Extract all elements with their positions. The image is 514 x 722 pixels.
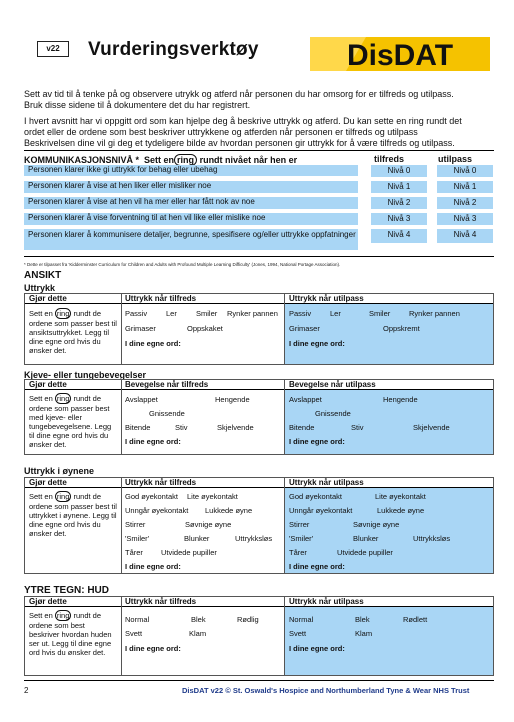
own-words-label: I dine egne ord: — [125, 437, 181, 446]
word[interactable]: Stiv — [175, 423, 188, 432]
word[interactable]: Normal — [289, 615, 314, 624]
section-heading-ansikt: ANSIKT — [24, 270, 62, 281]
word[interactable]: Lukkede øyne — [205, 506, 253, 515]
word[interactable]: Klam — [355, 629, 373, 638]
col-uttrykk-tilfreds: Uttrykk når tilfreds — [125, 478, 197, 487]
word[interactable]: Avslappet — [289, 395, 322, 404]
level-utilpass[interactable]: Nivå 2 — [437, 197, 493, 209]
word[interactable]: Rynker pannen — [409, 309, 460, 318]
page-number: 2 — [24, 686, 29, 695]
word[interactable]: Oppskaket — [187, 324, 223, 333]
col-gjor-dette: Gjør dette — [29, 294, 67, 303]
word[interactable]: Rynker pannen — [227, 309, 278, 318]
word[interactable]: Lite øyekontakt — [187, 492, 238, 501]
col-uttrykk-tilfreds: Uttrykk når tilfreds — [125, 294, 197, 303]
word[interactable]: Skjelvende — [413, 423, 450, 432]
own-words-label: I dine egne ord: — [125, 562, 181, 571]
own-words-label: I dine egne ord: — [125, 644, 181, 653]
col-tilfreds: tilfreds — [374, 154, 405, 164]
word[interactable]: Bitende — [289, 423, 315, 432]
word[interactable]: Oppskremt — [383, 324, 420, 333]
word[interactable]: Unngår øyekontakt — [289, 506, 353, 515]
word[interactable]: Ler — [330, 309, 341, 318]
word[interactable]: Rødlig — [237, 615, 259, 624]
instruction-text: Sett en ring rundt de ordene som best beskriver hvordan huden ser ut. Legg til dine egne ord hvis du ønsker det. — [29, 611, 112, 657]
level-tilfreds[interactable]: Nivå 3 — [371, 213, 427, 225]
word[interactable]: Stiv — [351, 423, 364, 432]
level-row: Personen klarer å kommunisere detaljer, begrunne, spesifisere og/eller uttrykke oppfatninger — [24, 229, 358, 250]
col-uttrykk-utilpass: Uttrykk når utilpass — [289, 597, 364, 606]
level-tilfreds[interactable]: Nivå 2 — [371, 197, 427, 209]
version-box: v22 — [37, 41, 69, 57]
intro-line-2: Bruk disse sidene til å dokumentere det du har registrert. — [24, 100, 251, 110]
word[interactable]: Skjelvende — [217, 423, 254, 432]
word[interactable]: Gnissende — [149, 409, 185, 418]
word[interactable]: Uttrykksløs — [235, 534, 273, 543]
level-tilfreds[interactable]: Nivå 0 — [371, 165, 427, 177]
word[interactable]: Blunker — [353, 534, 379, 543]
footer-divider — [24, 680, 494, 681]
divider — [24, 256, 494, 257]
word[interactable]: Hengende — [215, 395, 250, 404]
subsection-kjeve: Kjeve- eller tungebevegelser — [24, 370, 147, 380]
instruction-text: Sett en ring rundt de ordene som passer best til uttrykket i øynene. Legg til dine egne ord hvis du ønsker det. — [29, 492, 117, 538]
level-utilpass[interactable]: Nivå 1 — [437, 181, 493, 193]
word[interactable]: Søvnige øyne — [353, 520, 400, 529]
table-hud — [24, 596, 494, 676]
level-row: Personen klarer å vise at hen liker eller misliker noe — [24, 181, 358, 193]
divider — [24, 150, 494, 151]
col-gjor-dette: Gjør dette — [29, 597, 67, 606]
intro-line-1: Sett av tid til å tenke på og observere utrykk og atferd når personen du har omsorg for er tilfreds og utilpass. — [24, 89, 454, 99]
word[interactable]: Stirrer — [289, 520, 310, 529]
word[interactable]: Tårer — [125, 548, 143, 557]
word[interactable]: Normal — [125, 615, 150, 624]
table-ansikt — [24, 293, 494, 365]
word[interactable]: Lukkede øyne — [377, 506, 425, 515]
word[interactable]: Hengende — [383, 395, 418, 404]
own-words-label: I dine egne ord: — [289, 339, 345, 348]
instruction-text: Sett en ring rundt de ordene som passer best til ansiktsuttrykket. Legg til dine egne ord hvis du ønsker det. — [29, 309, 117, 355]
word[interactable]: Grimaser — [289, 324, 320, 333]
word[interactable]: Lite øyekontakt — [375, 492, 426, 501]
level-row: Personen klarer ikke gi uttrykk for behag eller ubehag — [24, 165, 358, 176]
word[interactable]: Avslappet — [125, 395, 158, 404]
word[interactable]: Bitende — [125, 423, 151, 432]
col-bevegelse-tilfreds: Bevegelse når tilfreds — [125, 380, 209, 389]
level-tilfreds[interactable]: Nivå 1 — [371, 181, 427, 193]
word[interactable]: Gnissende — [315, 409, 351, 418]
instruction-text: Sett en ring rundt de ordene som passer best med kjeve- eller tungebevegelsene. Legg til dine egne ord hvis du ønsker det. — [29, 394, 112, 449]
communication-heading: KOMMUNIKASJONSNIVÅ * Sett en ring rundt nivået når hen er — [24, 155, 298, 165]
word[interactable]: Utvidede pupiller — [161, 548, 217, 557]
word[interactable]: 'Smiler' — [289, 534, 314, 543]
word[interactable]: Unngår øyekontakt — [125, 506, 189, 515]
footer-credit: DisDAT v22 © St. Oswald's Hospice and Northumberland Tyne & Wear NHS Trust — [182, 686, 470, 695]
col-uttrykk-utilpass: Uttrykk når utilpass — [289, 478, 364, 487]
word[interactable]: Grimaser — [125, 324, 156, 333]
word[interactable]: Rødlett — [403, 615, 428, 624]
subsection-oyne: Uttrykk i øynene — [24, 466, 95, 476]
footnote: * Dette er tilpasset fra 'Kidderminster Curriculum for Children and Adults with Profound Multiple Learning Difficulty' (Jones, 1994, National Portage Association). — [24, 262, 341, 267]
disdat-logo — [306, 33, 494, 75]
own-words-label: I dine egne ord: — [289, 562, 345, 571]
own-words-label: I dine egne ord: — [289, 437, 345, 446]
word[interactable]: Svett — [125, 629, 143, 638]
col-utilpass: utilpass — [438, 154, 473, 164]
col-bevegelse-utilpass: Bevegelse når utilpass — [289, 380, 376, 389]
section-heading-hud: YTRE TEGN: HUD — [24, 585, 109, 596]
word[interactable]: God øyekontakt — [289, 492, 342, 501]
word[interactable]: God øyekontakt — [125, 492, 178, 501]
level-tilfreds[interactable]: Nivå 4 — [371, 229, 427, 243]
word[interactable]: Blek — [355, 615, 370, 624]
word[interactable]: Svett — [289, 629, 307, 638]
word[interactable]: Stirrer — [125, 520, 146, 529]
own-words-label: I dine egne ord: — [289, 644, 345, 653]
word[interactable]: Tårer — [289, 548, 307, 557]
intro-line-4: ordet eller de ordene som best beskriver uttrykkene og atferden når personen er tilfreds og utilpass — [24, 127, 418, 137]
col-gjor-dette: Gjør dette — [29, 380, 67, 389]
word[interactable]: Ler — [166, 309, 177, 318]
level-row: Personen klarer å vise at hen vil ha mer eller har fått nok av noe — [24, 197, 358, 209]
word[interactable]: Blek — [191, 615, 206, 624]
level-utilpass[interactable]: Nivå 4 — [437, 229, 493, 243]
word[interactable]: Passiv — [125, 309, 148, 318]
level-utilpass[interactable]: Nivå 3 — [437, 213, 493, 225]
logo-text: DisDAT — [346, 39, 454, 72]
table-oyne — [24, 477, 494, 574]
col-uttrykk-tilfreds: Uttrykk når tilfreds — [125, 597, 197, 606]
intro-line-3: I hvert avsnitt har vi oppgitt ord som kan hjelpe deg å beskrive uttrykk og atferd. Du kan sette en ring rundt det — [24, 116, 462, 126]
word[interactable]: Klam — [189, 629, 207, 638]
own-words-label: I dine egne ord: — [125, 339, 181, 348]
col-uttrykk-utilpass: Uttrykk når utilpass — [289, 294, 364, 303]
ring-word: ring — [174, 154, 197, 166]
table-kjeve — [24, 379, 494, 455]
word[interactable]: Utvidede pupiller — [337, 548, 393, 557]
word[interactable]: Passiv — [289, 309, 312, 318]
word[interactable]: Søvnige øyne — [185, 520, 232, 529]
level-utilpass[interactable]: Nivå 0 — [437, 165, 493, 177]
word[interactable]: 'Smiler' — [125, 534, 150, 543]
subsection-uttrykk: Uttrykk — [24, 283, 56, 293]
word[interactable]: Smiler — [369, 309, 391, 318]
word[interactable]: Smiler — [196, 309, 218, 318]
word[interactable]: Uttrykksløs — [413, 534, 451, 543]
col-gjor-dette: Gjør dette — [29, 478, 67, 487]
level-row: Personen klarer å vise forventning til at hen vil like eller mislike noe — [24, 213, 358, 225]
page-title: Vurderingsverktøy — [88, 39, 259, 60]
word[interactable]: Blunker — [184, 534, 210, 543]
intro-line-5: Beskrivelsen dine vil gi deg et tydeligere bilde av hvordan personen gir uttrykk for å være tilfreds og utilpass. — [24, 138, 455, 148]
